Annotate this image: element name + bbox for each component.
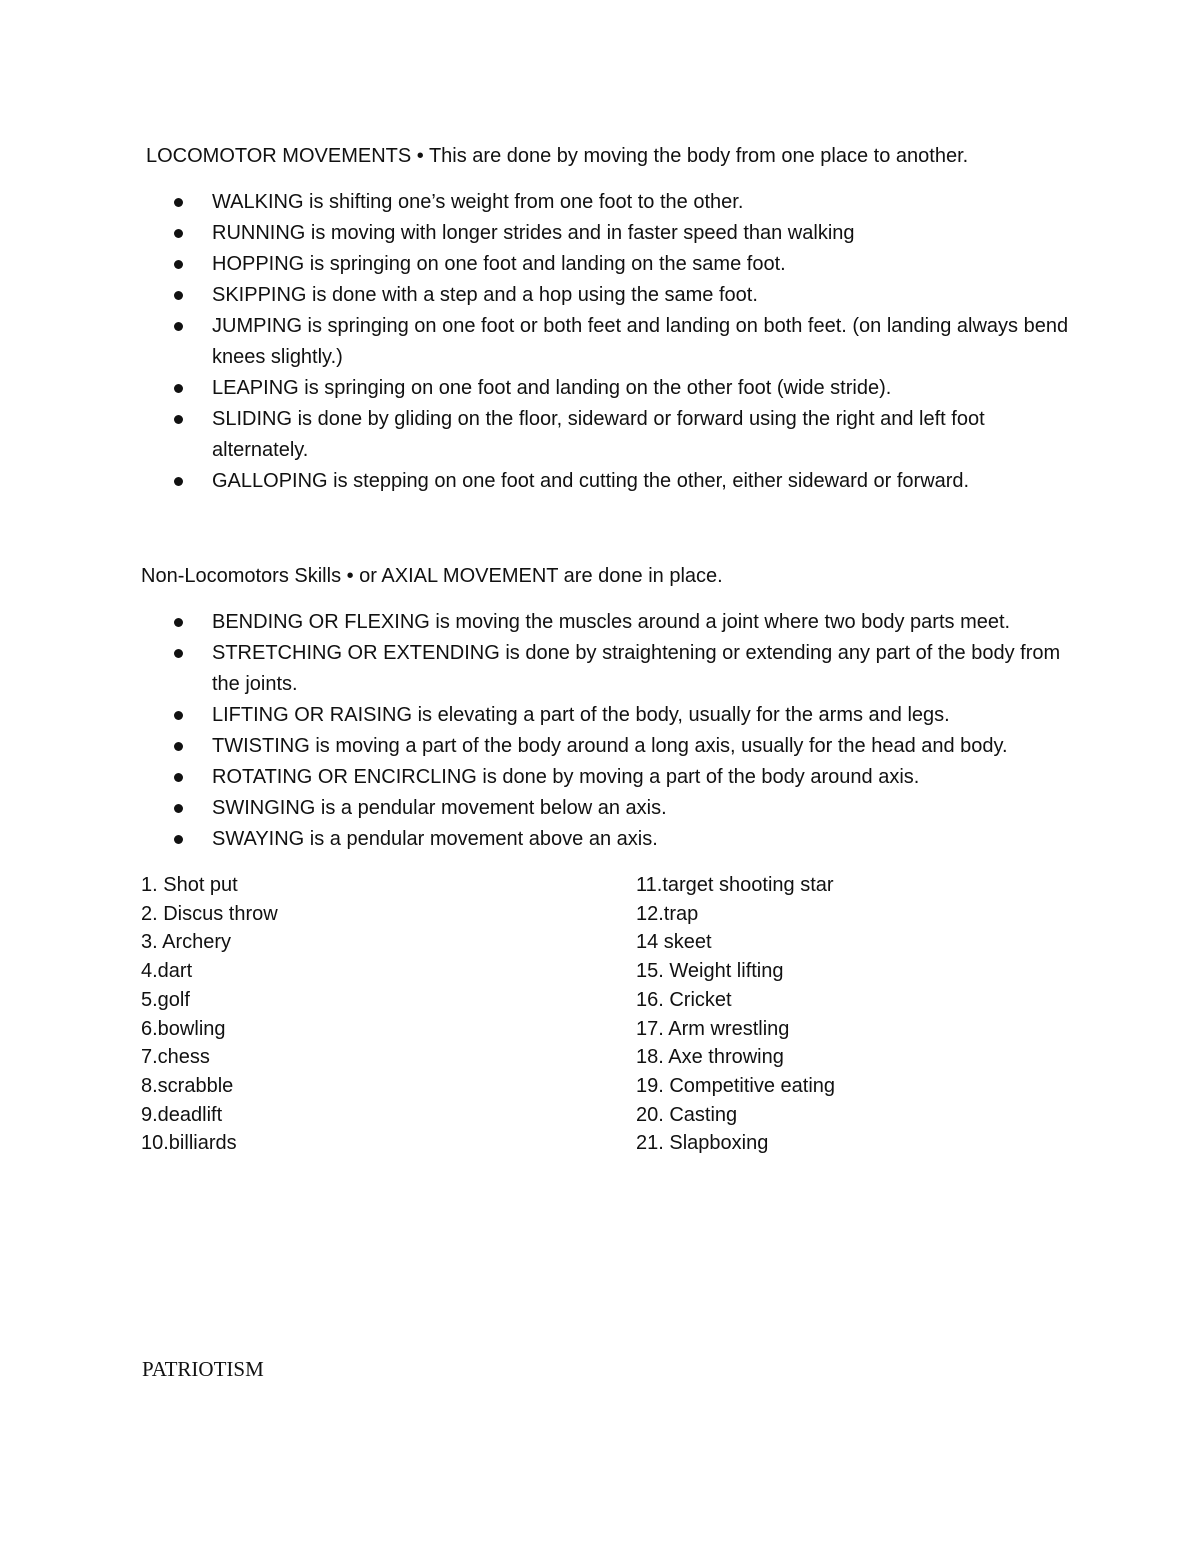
list-item-text: HOPPING is springing on one foot and landing on the same foot. [212, 253, 786, 275]
bullet-icon [174, 415, 183, 424]
list-item-text: JUMPING is springing on one foot or both feet and landing on both feet. (on landing always bend knees slightly.) [212, 315, 1069, 368]
sport-item: 1. Shot put [141, 874, 238, 896]
sport-item: 5.golf [141, 988, 190, 1011]
sport-item: 18. Axe throwing [636, 1046, 784, 1069]
bullet-icon [174, 742, 183, 751]
list-item [172, 466, 1072, 497]
bullet-icon [174, 229, 183, 238]
bullet-icon [174, 291, 183, 300]
list-item-text: SWINGING is a pendular movement below an axis. [212, 797, 667, 819]
patriotism-heading: PATRIOTISM [142, 1357, 264, 1381]
list-item-text: STRETCHING OR EXTENDING is done by straightening or extending any part of the body from the joints. [212, 642, 1061, 695]
sport-item: 19. Competitive eating [636, 1074, 836, 1097]
sport-item: 11.target shooting star [636, 874, 834, 896]
sport-item: 4.dart [141, 960, 193, 983]
list-item-text: SWAYING is a pendular movement above an axis. [212, 828, 658, 850]
list-item-text: GALLOPING is stepping on one foot and cutting the other, either sideward or forward. [212, 470, 970, 492]
list-item-text: BENDING OR FLEXING is moving the muscles around a joint where two body parts meet. [212, 611, 1011, 633]
list-item [172, 607, 1072, 638]
bullet-icon [174, 773, 183, 782]
sport-item: 2. Discus throw [141, 902, 278, 925]
bullet-icon [174, 711, 183, 720]
list-item [172, 311, 1072, 373]
sport-item: 3. Archery [141, 931, 232, 954]
list-item-text: LEAPING is springing on one foot and landing on the other foot (wide stride). [212, 377, 892, 399]
list-item-text: WALKING is shifting one’s weight from one foot to the other. [212, 191, 744, 213]
bullet-icon [174, 260, 183, 269]
list-item [172, 731, 1072, 762]
bullet-icon [174, 477, 183, 486]
sport-item: 14 skeet [636, 931, 712, 954]
bullet-icon [174, 198, 183, 207]
bullet-icon [174, 649, 183, 658]
list-item-text: TWISTING is moving a part of the body around a long axis, usually for the head and body. [212, 735, 1008, 757]
list-item [172, 187, 1072, 218]
list-item [172, 762, 1072, 793]
sport-item: 21. Slapboxing [636, 1132, 769, 1155]
list-item [172, 404, 1072, 466]
bullet-icon [174, 804, 183, 813]
sport-item: 6.bowling [141, 1017, 226, 1040]
locomotor-heading: LOCOMOTOR MOVEMENTS • This are done by moving the body from one place to another. [146, 145, 969, 167]
list-item-text: RUNNING is moving with longer strides and in faster speed than walking [212, 222, 855, 244]
bullet-icon [174, 322, 183, 331]
list-item-text: SKIPPING is done with a step and a hop using the same foot. [212, 284, 758, 306]
sport-item: 17. Arm wrestling [636, 1017, 790, 1040]
bullet-icon [174, 835, 183, 844]
list-item-text: LIFTING OR RAISING is elevating a part of the body, usually for the arms and legs. [212, 704, 950, 726]
list-item [172, 700, 1072, 731]
sports-list-left [141, 871, 278, 1158]
list-item [172, 249, 1072, 280]
list-item [172, 793, 1072, 824]
sport-item: 10.billiards [141, 1132, 237, 1155]
list-item-text: SLIDING is done by gliding on the floor, sideward or forward using the right and left foot alternately. [212, 408, 985, 461]
list-item [172, 280, 1072, 311]
list-item [172, 218, 1072, 249]
list-item [172, 824, 1072, 855]
locomotor-list [172, 187, 1072, 497]
non-locomotor-list [172, 607, 1072, 855]
sports-list-right [636, 871, 835, 1158]
sport-item: 15. Weight lifting [636, 960, 784, 983]
non-locomotor-heading: Non-Locomotors Skills • or AXIAL MOVEMENT are done in place. [141, 565, 723, 587]
list-item-text: ROTATING OR ENCIRCLING is done by moving a part of the body around axis. [212, 766, 920, 788]
sport-item: 7.chess [141, 1046, 210, 1069]
sport-item: 8.scrabble [141, 1074, 234, 1097]
bullet-icon [174, 618, 183, 627]
list-item [172, 373, 1072, 404]
sport-item: 20. Casting [636, 1103, 738, 1126]
sport-item: 16. Cricket [636, 988, 732, 1011]
sport-item: 9.deadlift [141, 1103, 223, 1126]
bullet-icon [174, 384, 183, 393]
sport-item: 12.trap [636, 902, 699, 925]
list-item [172, 638, 1072, 700]
